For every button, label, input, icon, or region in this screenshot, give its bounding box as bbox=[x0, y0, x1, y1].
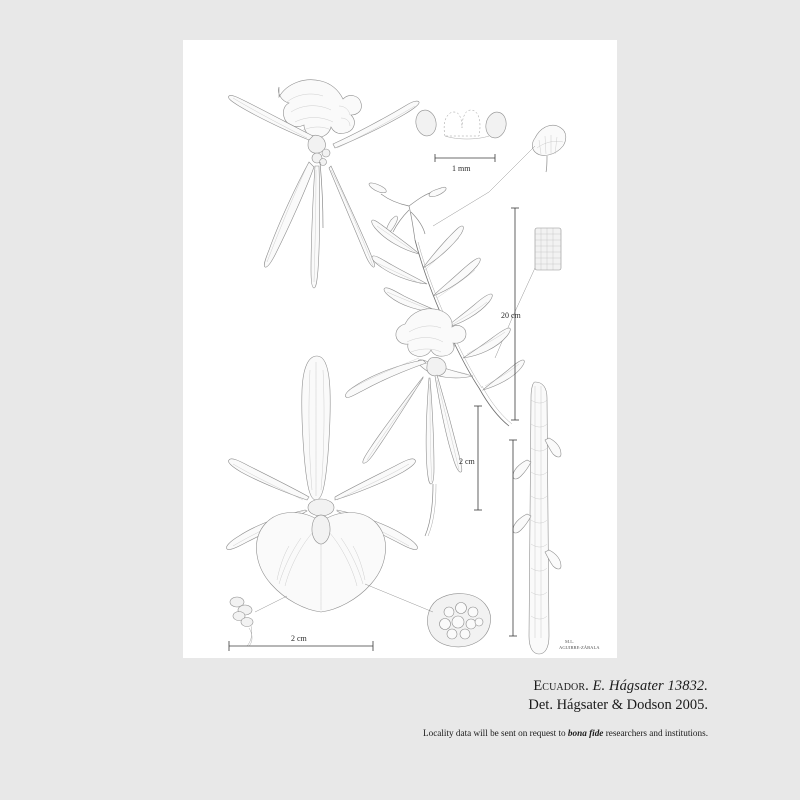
flower-side-view bbox=[345, 309, 466, 536]
scale-label-2cm-bottom: 2 cm bbox=[291, 634, 307, 643]
scale-label-20cm: 20 cm bbox=[501, 311, 521, 320]
illustration-plate bbox=[183, 40, 617, 658]
scale-bar-2cm-middle bbox=[459, 406, 482, 510]
pollinia-detail bbox=[414, 108, 509, 140]
caption-collection-number: 13832. bbox=[667, 678, 708, 694]
plant-habit bbox=[369, 183, 524, 426]
caption bbox=[360, 678, 708, 738]
plate-drawing bbox=[183, 40, 617, 658]
scale-label-2cm-middle: 2 cm bbox=[459, 457, 475, 466]
caption-collector: E. Hágsater bbox=[592, 678, 664, 694]
caption-determination: Det. Hágsater & Dodson 2005. bbox=[528, 697, 708, 713]
flower-face-view-top bbox=[228, 80, 419, 288]
caption-locality-note bbox=[360, 728, 708, 738]
clinandrium-detail bbox=[433, 125, 566, 226]
artist-signature bbox=[559, 639, 600, 650]
pollinarium-detail bbox=[230, 596, 287, 646]
locality-note-after: researchers and institutions. bbox=[603, 728, 708, 738]
flower-face-view-bottom bbox=[227, 356, 418, 612]
svg-text:M.L.: M.L. bbox=[565, 639, 575, 644]
ovary-section-detail bbox=[365, 584, 491, 647]
scale-label-1mm: 1 mm bbox=[452, 164, 471, 173]
caption-country: Ecuador. bbox=[533, 678, 589, 694]
locality-note-before: Locality data will be sent on request to bbox=[422, 728, 568, 738]
scale-bar-2cm-bottom bbox=[229, 634, 373, 651]
stem-with-sheaths bbox=[509, 382, 561, 654]
scale-bar-20cm bbox=[501, 208, 522, 420]
scale-bar-1mm bbox=[435, 154, 495, 173]
svg-text:AGUIRRE-ZÁBALA: AGUIRRE-ZÁBALA bbox=[559, 645, 600, 650]
locality-note-emphasis: bona fide bbox=[567, 728, 604, 738]
caption-specimen-line bbox=[360, 678, 708, 695]
